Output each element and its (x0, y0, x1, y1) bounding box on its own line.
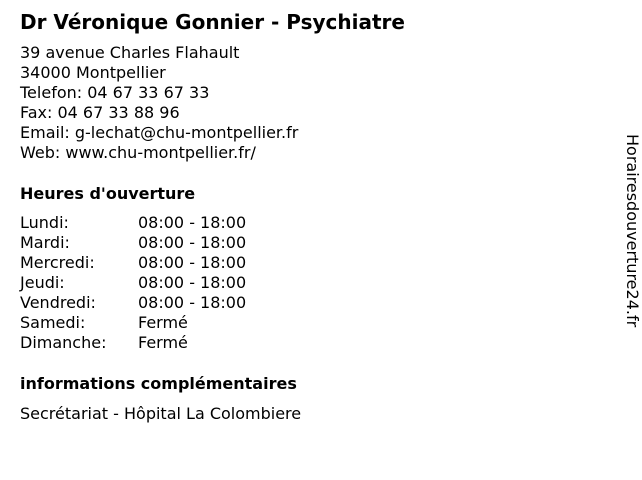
hours-row-thursday (20, 273, 320, 293)
hours-value: Fermé (138, 313, 188, 332)
email-address: Email: g-lechat@chu-montpellier.fr (20, 123, 299, 142)
hours-value: 08:00 - 18:00 (138, 233, 247, 252)
hours-value: 08:00 - 18:00 (138, 293, 247, 312)
day-label: Lundi: (20, 213, 69, 232)
website: Web: www.chu-montpellier.fr/ (20, 143, 256, 162)
page-title: Dr Véronique Gonnier - Psychiatre (20, 10, 405, 34)
day-label: Samedi: (20, 313, 86, 332)
day-label: Dimanche: (20, 333, 107, 352)
fax-number: Fax: 04 67 33 88 96 (20, 103, 180, 122)
hours-row-saturday (20, 313, 320, 333)
day-label: Mercredi: (20, 253, 95, 272)
day-label: Mardi: (20, 233, 70, 252)
opening-hours-heading: Heures d'ouverture (20, 184, 196, 203)
hours-value: Fermé (138, 333, 188, 352)
hours-value: 08:00 - 18:00 (138, 273, 247, 292)
additional-info-text: Secrétariat - Hôpital La Colombiere (20, 404, 302, 423)
hours-value: 08:00 - 18:00 (138, 253, 247, 272)
site-watermark: Horairesdouverture24.fr (623, 134, 642, 328)
phone-number: Telefon: 04 67 33 67 33 (20, 83, 210, 102)
hours-row-sunday (20, 333, 320, 353)
additional-info-heading: informations complémentaires (20, 374, 297, 393)
hours-row-monday (20, 213, 320, 233)
hours-value: 08:00 - 18:00 (138, 213, 247, 232)
hours-row-friday (20, 293, 320, 313)
hours-row-wednesday (20, 253, 320, 273)
address-street: 39 avenue Charles Flahault (20, 43, 240, 62)
hours-row-tuesday (20, 233, 320, 253)
opening-hours-table (20, 213, 320, 353)
contact-block (20, 43, 298, 163)
day-label: Jeudi: (20, 273, 65, 292)
day-label: Vendredi: (20, 293, 96, 312)
address-city: 34000 Montpellier (20, 63, 166, 82)
